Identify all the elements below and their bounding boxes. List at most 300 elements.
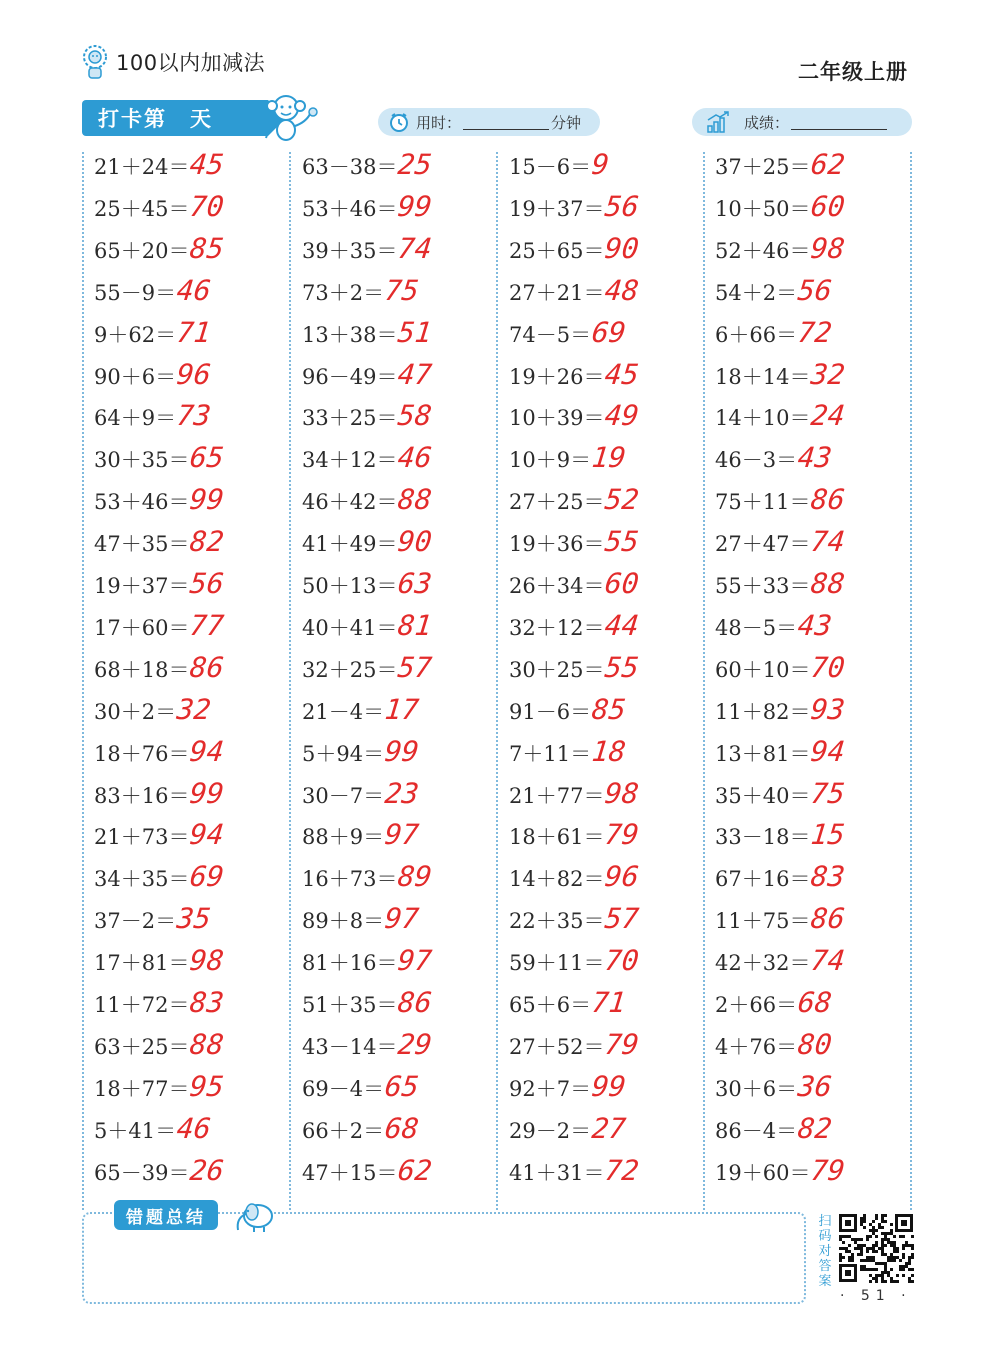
problem-item: [302, 902, 419, 942]
problem-answer[interactable]: 94: [188, 818, 226, 852]
clock-icon: [388, 111, 410, 133]
problem-answer[interactable]: 93: [809, 692, 847, 726]
problem-question: 69－4＝: [302, 1076, 385, 1101]
problem-answer[interactable]: 69: [590, 315, 628, 349]
problem-question: 41＋49＝: [302, 532, 398, 557]
problem-question: 13＋38＝: [302, 322, 398, 347]
problem-question: 90＋6＝: [94, 364, 177, 389]
problem-answer[interactable]: 19: [590, 441, 628, 475]
problem-answer[interactable]: 60: [809, 189, 847, 223]
book-title: 100以内加减法: [116, 51, 266, 75]
problem-item: [509, 1028, 639, 1068]
problem-answer[interactable]: 45: [603, 357, 641, 391]
problem-answer[interactable]: 90: [603, 231, 641, 265]
problem-answer[interactable]: 85: [188, 231, 226, 265]
problem-question: 11＋82＝: [715, 699, 811, 724]
checkin-label: 打卡第 天: [98, 107, 213, 131]
problem-question: 53＋46＝: [302, 196, 398, 221]
problem-question: 47＋15＝: [302, 1160, 398, 1185]
problem-question: 14＋10＝: [715, 406, 811, 431]
problem-question: 13＋81＝: [715, 741, 811, 766]
problem-answer[interactable]: 57: [396, 650, 434, 684]
problem-question: 51＋35＝: [302, 993, 398, 1017]
problem-item: [94, 358, 211, 398]
problem-item: [509, 944, 639, 984]
problem-question: 19＋26＝: [509, 364, 605, 389]
problem-question: 19＋37＝: [94, 574, 190, 598]
problem-item: [509, 148, 609, 188]
problem-item: [509, 1112, 626, 1152]
problem-question: 37－2＝: [94, 909, 177, 934]
problem-item: [94, 441, 224, 481]
qr-code-icon[interactable]: [838, 1213, 914, 1283]
problem-item: [509, 693, 626, 733]
problem-answer[interactable]: 51: [396, 315, 434, 349]
problem-item: [302, 316, 432, 356]
problem-item: [302, 358, 432, 398]
problem-question: 29－2＝: [509, 1118, 592, 1143]
problem-question: 30＋2＝: [94, 699, 177, 724]
problem-question: 10＋9＝: [509, 448, 592, 473]
problem-question: 10＋39＝: [509, 406, 605, 431]
problem-answer[interactable]: 90: [396, 525, 434, 559]
problem-answer[interactable]: 83: [188, 986, 226, 1019]
problem-answer[interactable]: 89: [396, 860, 434, 894]
problem-question: 7＋11＝: [509, 741, 592, 766]
problem-question: 46＋42＝: [302, 490, 398, 515]
problem-question: 5＋94＝: [302, 741, 385, 766]
problem-item: [302, 274, 419, 314]
problem-item: [715, 525, 845, 565]
problem-question: 27＋25＝: [509, 490, 605, 515]
column-divider: [703, 152, 705, 1210]
problem-answer[interactable]: 57: [603, 902, 641, 936]
problem-answer[interactable]: 49: [603, 399, 641, 433]
problem-answer[interactable]: 18: [590, 734, 628, 768]
problem-question: 63－38＝: [302, 155, 398, 179]
problem-question: 35＋40＝: [715, 783, 811, 808]
problem-item: [715, 441, 832, 481]
problem-item: [509, 818, 639, 858]
problem-item: [302, 399, 432, 439]
problem-answer[interactable]: 99: [396, 189, 434, 223]
time-input-line[interactable]: [463, 115, 549, 130]
problem-answer[interactable]: 56: [603, 189, 641, 223]
problem-item: [715, 1112, 832, 1152]
problem-item: [715, 777, 845, 817]
problem-item: [302, 609, 432, 649]
problem-question: 42＋32＝: [715, 951, 811, 976]
problem-question: 5＋41＝: [94, 1118, 177, 1143]
problem-question: 65＋20＝: [94, 238, 190, 263]
problem-answer[interactable]: 97: [396, 944, 434, 978]
problem-answer[interactable]: 29: [396, 1027, 434, 1061]
problem-answer[interactable]: 43: [796, 608, 834, 642]
problem-item: [302, 735, 419, 775]
problem-item: [509, 525, 639, 565]
problem-answer[interactable]: 82: [796, 1111, 834, 1145]
error-summary-tab: [114, 1200, 218, 1230]
problem-item: [302, 986, 432, 1026]
problem-answer[interactable]: 46: [396, 441, 434, 475]
problem-answer[interactable]: 17: [383, 692, 421, 726]
problem-question: 52＋46＝: [715, 238, 811, 263]
problem-answer[interactable]: 56: [796, 273, 834, 307]
problem-question: 21＋77＝: [509, 783, 605, 808]
problem-item: [94, 693, 211, 733]
problem-question: 89＋8＝: [302, 909, 385, 934]
problem-item: [94, 860, 224, 900]
problem-answer[interactable]: 96: [175, 357, 213, 391]
problem-item: [509, 735, 626, 775]
problem-question: 17＋81＝: [94, 951, 190, 976]
problem-answer[interactable]: 68: [383, 1111, 421, 1145]
problem-answer[interactable]: 79: [603, 1027, 641, 1061]
problem-question: 18＋61＝: [509, 825, 605, 850]
problem-item: [302, 651, 432, 691]
problem-answer[interactable]: 72: [796, 315, 834, 349]
problem-question: 19＋37＝: [509, 196, 605, 221]
problem-answer[interactable]: 65: [188, 441, 226, 475]
problem-answer[interactable]: 99: [188, 776, 226, 810]
lion-icon: [80, 44, 110, 80]
problem-question: 74－5＝: [509, 322, 592, 347]
problem-question: 10＋50＝: [715, 196, 811, 221]
problem-answer[interactable]: 74: [396, 231, 434, 265]
problem-item: [302, 1028, 432, 1068]
monkey-icon: [262, 92, 322, 144]
problem-question: 33－18＝: [715, 825, 811, 850]
problem-question: 21＋73＝: [94, 825, 190, 850]
problem-question: 55－9＝: [94, 280, 177, 305]
problem-item: [94, 232, 224, 272]
problem-answer[interactable]: 63: [396, 567, 434, 600]
problem-question: 30＋6＝: [715, 1076, 798, 1101]
problem-item: [302, 944, 432, 984]
problem-item: [715, 693, 845, 733]
problem-item: [302, 818, 419, 858]
problem-answer[interactable]: 82: [188, 525, 226, 559]
problem-item: [302, 148, 432, 188]
problem-question: 48－5＝: [715, 615, 798, 640]
problem-item: [94, 316, 211, 356]
problem-answer[interactable]: 15: [809, 818, 847, 852]
problem-answer[interactable]: 65: [383, 1069, 421, 1103]
problem-item: [94, 525, 224, 565]
problem-answer[interactable]: 48: [603, 273, 641, 307]
problem-item: [94, 399, 211, 439]
problem-item: [715, 232, 845, 272]
problem-question: 64＋9＝: [94, 406, 177, 431]
problem-answer[interactable]: 88: [188, 1027, 226, 1061]
problem-question: 2＋66＝: [715, 993, 798, 1017]
problem-answer[interactable]: 75: [383, 273, 421, 307]
problem-answer[interactable]: 9: [590, 148, 611, 181]
problem-answer[interactable]: 23: [383, 776, 421, 810]
problem-item: [715, 483, 845, 523]
problem-item: [715, 567, 845, 607]
problem-item: [509, 274, 639, 314]
problem-item: [715, 1154, 845, 1194]
problem-question: 73＋2＝: [302, 280, 385, 305]
problem-item: [715, 274, 832, 314]
time-unit: 分钟: [551, 113, 582, 132]
problem-item: [715, 986, 832, 1026]
problem-item: [94, 777, 224, 817]
problem-item: [94, 818, 224, 858]
problem-question: 15－6＝: [509, 155, 592, 179]
problem-question: 65－39＝: [94, 1160, 190, 1185]
score-label: 成绩：: [744, 113, 790, 132]
problem-answer[interactable]: 60: [603, 567, 641, 600]
page-number: · 51 ·: [840, 1288, 912, 1304]
problem-question: 18＋77＝: [94, 1076, 190, 1101]
problem-question: 18＋14＝: [715, 364, 811, 389]
problem-question: 43－14＝: [302, 1034, 398, 1059]
problem-answer[interactable]: 98: [603, 776, 641, 810]
problem-answer[interactable]: 86: [396, 986, 434, 1019]
chart-icon: [706, 110, 732, 134]
problem-answer[interactable]: 99: [188, 483, 226, 517]
problem-answer[interactable]: 95: [188, 1069, 226, 1103]
problem-question: 25＋65＝: [509, 238, 605, 263]
problem-question: 75＋11＝: [715, 490, 811, 515]
problem-answer[interactable]: 75: [809, 776, 847, 810]
problem-item: [94, 902, 211, 942]
problem-answer[interactable]: 32: [809, 357, 847, 391]
problem-answer[interactable]: 44: [603, 608, 641, 642]
problem-answer[interactable]: 86: [809, 902, 847, 936]
elephant-icon: [232, 1196, 282, 1234]
problem-item: [302, 1070, 419, 1110]
problem-answer[interactable]: 56: [188, 567, 226, 600]
problem-answer[interactable]: 99: [590, 1069, 628, 1103]
problem-answer[interactable]: 62: [396, 1153, 434, 1187]
problem-question: 47＋35＝: [94, 532, 190, 557]
problem-question: 11＋75＝: [715, 909, 811, 934]
problem-item: [509, 651, 639, 691]
problem-answer[interactable]: 97: [383, 818, 421, 852]
problem-question: 54＋2＝: [715, 280, 798, 305]
problem-question: 30＋25＝: [509, 657, 605, 682]
problem-question: 30＋35＝: [94, 448, 190, 473]
problem-item: [509, 441, 626, 481]
score-input-line[interactable]: [791, 115, 887, 130]
problem-answer[interactable]: 94: [188, 734, 226, 768]
problem-item: [509, 232, 639, 272]
problem-answer[interactable]: 99: [383, 734, 421, 768]
problem-item: [715, 818, 845, 858]
problem-item: [509, 609, 639, 649]
problem-item: [302, 441, 432, 481]
problem-answer[interactable]: 94: [809, 734, 847, 768]
problem-item: [302, 1154, 432, 1194]
problem-answer[interactable]: 35: [175, 902, 213, 936]
problem-item: [715, 399, 845, 439]
problem-question: 59＋11＝: [509, 951, 605, 976]
problem-answer[interactable]: 81: [396, 608, 434, 642]
problem-item: [509, 902, 639, 942]
problem-item: [509, 399, 639, 439]
problem-answer[interactable]: 88: [396, 483, 434, 517]
problem-item: [509, 483, 639, 523]
problem-question: 19＋60＝: [715, 1160, 811, 1185]
problem-answer[interactable]: 70: [809, 650, 847, 684]
problem-answer[interactable]: 32: [175, 692, 213, 726]
grade-label: 二年级上册: [798, 60, 908, 84]
problem-question: 22＋35＝: [509, 909, 605, 934]
problem-answer[interactable]: 80: [796, 1027, 834, 1061]
column-divider: [289, 152, 291, 1210]
problem-question: 55＋33＝: [715, 574, 811, 598]
problem-answer[interactable]: 72: [603, 1153, 641, 1187]
problem-item: [94, 567, 224, 607]
problem-answer[interactable]: 88: [809, 567, 847, 600]
problem-item: [715, 148, 845, 188]
header-left: [80, 44, 265, 80]
problem-question: 91－6＝: [509, 699, 592, 724]
problem-question: 39＋35＝: [302, 238, 398, 263]
problem-question: 21－4＝: [302, 699, 385, 724]
problem-answer[interactable]: 36: [796, 1069, 834, 1103]
problem-item: [94, 944, 224, 984]
problem-item: [715, 190, 845, 230]
problem-answer[interactable]: 27: [590, 1111, 628, 1145]
problem-item: [715, 316, 832, 356]
problem-question: 33＋25＝: [302, 406, 398, 431]
problem-answer[interactable]: 45: [188, 148, 226, 181]
problem-item: [302, 483, 432, 523]
problem-item: [94, 651, 224, 691]
problem-question: 34＋35＝: [94, 867, 190, 892]
problem-answer[interactable]: 70: [603, 944, 641, 978]
problem-question: 66＋2＝: [302, 1118, 385, 1143]
problem-question: 86－4＝: [715, 1118, 798, 1143]
problem-question: 67＋16＝: [715, 867, 811, 892]
problem-question: 50＋13＝: [302, 574, 398, 598]
problem-answer[interactable]: 62: [809, 148, 847, 181]
problem-item: [715, 902, 845, 942]
problem-answer[interactable]: 24: [809, 399, 847, 433]
problem-question: 27＋47＝: [715, 532, 811, 557]
problem-answer[interactable]: 43: [796, 441, 834, 475]
problem-item: [302, 190, 432, 230]
problem-answer[interactable]: 73: [175, 399, 213, 433]
problem-answer[interactable]: 68: [796, 986, 834, 1019]
problem-question: 27＋52＝: [509, 1034, 605, 1059]
problem-item: [509, 316, 626, 356]
column-divider: [496, 152, 498, 1210]
problem-answer[interactable]: 46: [175, 1111, 213, 1145]
problem-item: [94, 1154, 224, 1194]
problem-answer[interactable]: 86: [188, 650, 226, 684]
problem-question: 65＋6＝: [509, 993, 592, 1017]
problem-item: [94, 1070, 224, 1110]
problem-item: [302, 777, 419, 817]
problem-question: 96－49＝: [302, 364, 398, 389]
problem-item: [94, 148, 224, 188]
problem-answer[interactable]: 98: [809, 231, 847, 265]
problem-answer[interactable]: 47: [396, 357, 434, 391]
problem-item: [509, 986, 626, 1026]
problem-item: [302, 1112, 419, 1152]
problem-answer[interactable]: 69: [188, 860, 226, 894]
problem-answer[interactable]: 55: [603, 650, 641, 684]
problem-item: [302, 232, 432, 272]
problem-question: 40＋41＝: [302, 615, 398, 640]
problem-question: 19＋36＝: [509, 532, 605, 557]
problem-item: [94, 986, 224, 1026]
problem-question: 92＋7＝: [509, 1076, 592, 1101]
problem-item: [715, 944, 845, 984]
problem-item: [94, 609, 224, 649]
problem-answer[interactable]: 74: [809, 944, 847, 978]
problem-question: 18＋76＝: [94, 741, 190, 766]
problem-item: [302, 567, 432, 607]
problem-answer[interactable]: 26: [188, 1153, 226, 1187]
problem-answer[interactable]: 52: [603, 483, 641, 517]
problem-question: 81＋16＝: [302, 951, 398, 976]
problem-answer[interactable]: 55: [603, 525, 641, 559]
problem-question: 30－7＝: [302, 783, 385, 808]
problem-answer[interactable]: 46: [175, 273, 213, 307]
problem-item: [94, 190, 224, 230]
problem-answer[interactable]: 98: [188, 944, 226, 978]
problem-answer[interactable]: 85: [590, 692, 628, 726]
problem-answer[interactable]: 71: [175, 315, 213, 349]
problem-question: 32＋25＝: [302, 657, 398, 682]
problem-question: 11＋72＝: [94, 993, 190, 1017]
problem-item: [94, 1112, 211, 1152]
problem-question: 68＋18＝: [94, 657, 190, 682]
scan-label: 扫码对答案: [818, 1214, 832, 1289]
problem-item: [715, 358, 845, 398]
problem-item: [94, 735, 224, 775]
problem-answer[interactable]: 96: [603, 860, 641, 894]
problem-item: [509, 1154, 639, 1194]
problem-answer[interactable]: 83: [809, 860, 847, 894]
problem-question: 21＋24＝: [94, 155, 190, 179]
problem-item: [509, 567, 639, 607]
problem-question: 14＋82＝: [509, 867, 605, 892]
problem-answer[interactable]: 97: [383, 902, 421, 936]
problem-answer[interactable]: 86: [809, 483, 847, 517]
problem-answer[interactable]: 70: [188, 189, 226, 223]
problem-question: 60＋10＝: [715, 657, 811, 682]
problem-answer[interactable]: 58: [396, 399, 434, 433]
problem-question: 26＋34＝: [509, 574, 605, 598]
problem-question: 37＋25＝: [715, 155, 811, 179]
problem-answer[interactable]: 77: [188, 608, 226, 642]
problem-question: 9＋62＝: [94, 322, 177, 347]
problem-answer[interactable]: 25: [396, 148, 434, 181]
problem-item: [715, 609, 832, 649]
problem-answer[interactable]: 71: [590, 986, 628, 1019]
problem-answer[interactable]: 74: [809, 525, 847, 559]
problem-item: [509, 1070, 626, 1110]
problem-question: 6＋66＝: [715, 322, 798, 347]
problem-answer[interactable]: 79: [603, 818, 641, 852]
problem-answer[interactable]: 79: [809, 1153, 847, 1187]
problem-question: 53＋46＝: [94, 490, 190, 515]
time-field: [378, 108, 600, 136]
problem-item: [715, 860, 845, 900]
problem-question: 88＋9＝: [302, 825, 385, 850]
problem-question: 46－3＝: [715, 448, 798, 473]
problem-item: [94, 1028, 224, 1068]
problem-item: [509, 358, 639, 398]
problem-item: [94, 483, 224, 523]
